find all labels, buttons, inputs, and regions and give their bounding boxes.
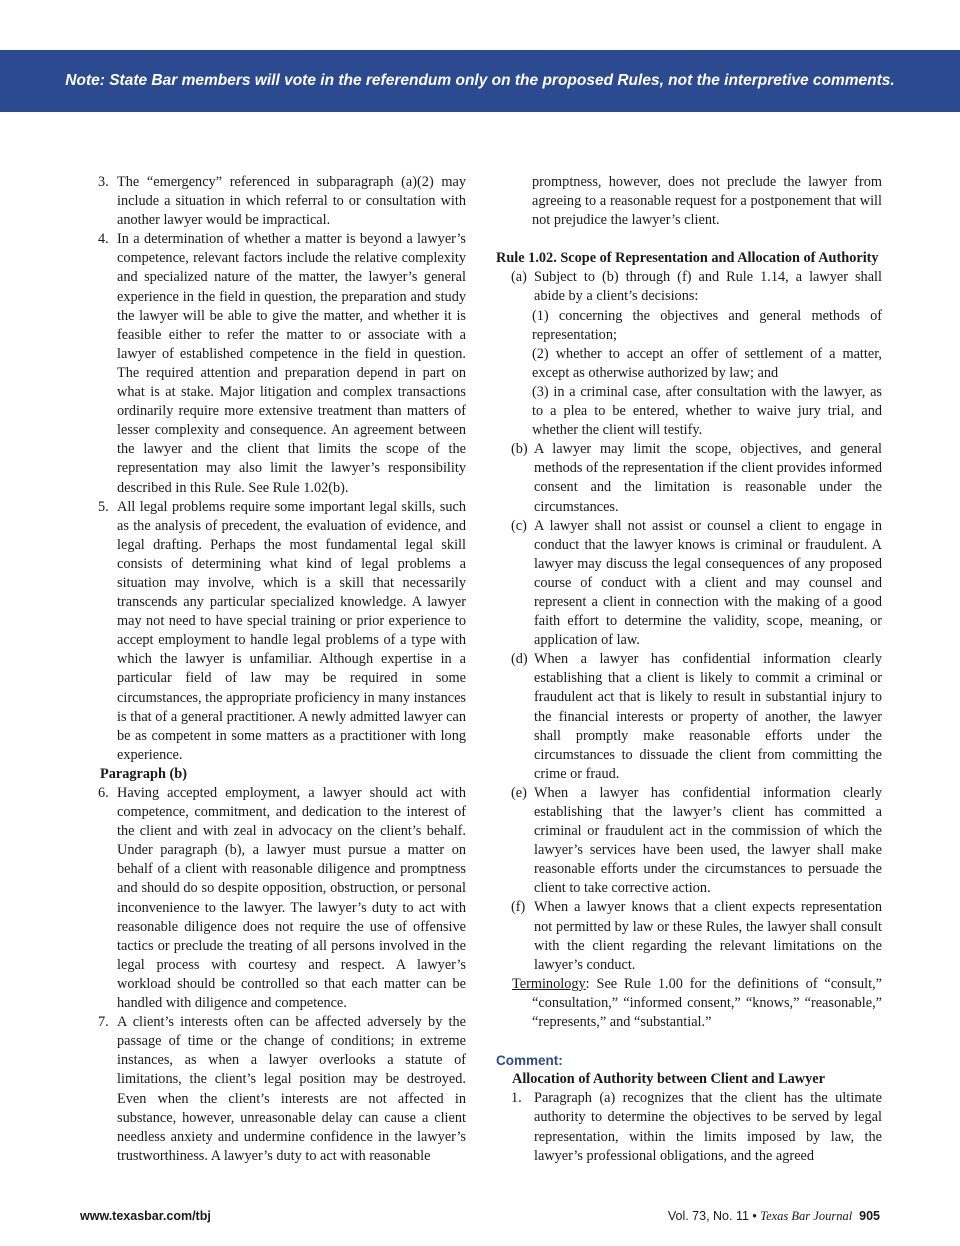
comment-item-7: 7. A client’s interests often can be affected adversely by the passage of time or the change of conditions; in extreme instances, as when a lawyer overlooks a statute of limitations, the client’s legal position may be destroyed. Even when the client’s interests are not affected in substance, however, unreasonable delay can cause a client needless anxiety and undermine confidence in the lawyer’s trustworthiness. A lawyer’s duty to act with reasonable xyxy=(98,1014,466,1164)
rule-clause-a2: (2) whether to accept an offer of settlement of a matter, except as otherwise authorized by law; and xyxy=(532,345,882,381)
rule-clause-a: (a) Subject to (b) through (f) and Rule 1.14, a lawyer shall abide by a client’s decisions: xyxy=(511,269,882,305)
paragraph-b-heading: Paragraph (b) xyxy=(100,765,187,782)
comment-heading: Allocation of Authority between Client and Lawyer xyxy=(512,1071,825,1088)
footer-url: www.texasbar.com/tbj xyxy=(80,1209,211,1223)
rule-clause-d: (d) When a lawyer has confidential information clearly establishing that a client is likely to commit a criminal or fraudulent act that is likely to result in substantial injury to the financial interests or property of another, the lawyer shall promptly make reasonable efforts under the circumstances to dissuade the client from committing the crime or fraud. xyxy=(511,651,882,782)
rule-clause-c: (c) A lawyer shall not assist or counsel a client to engage in conduct that the lawyer knows is criminal or fraudulent. A lawyer may discuss the legal consequences of any proposed course of conduct with a client and may counsel and represent a client in connection with the making of a good faith effort to determine the validity, scope, meaning, or application of law. xyxy=(511,517,882,649)
comment-item-5: 5. All legal problems require some important legal skills, such as the analysis of precedent, the evaluation of evidence, and legal drafting. Perhaps the most fundamental legal skill consists of determining what kind of legal problems a situation may involve, which is a skill that necessarily transcends any particular specialized knowledge. A lawyer may not need to have special training or prior experience to accept employment to handle legal problems of a type with which the lawyer is unfamiliar. Although expertise in a particular field of law may be required in some circumstances, the appropriate proficiency in many instances is that of a general practitioner. A newly admitted lawyer can be as competent in some matters as a practitioner with long experience. xyxy=(98,498,466,763)
terminology-label: Terminology xyxy=(512,975,586,992)
right-column xyxy=(496,173,882,1166)
continued-text: promptness, however, does not preclude the lawyer from agreeing to a reasonable request for a postponement that will not prejudice the lawyer’s client. xyxy=(532,174,882,229)
rule-clause-b: (b) A lawyer may limit the scope, objectives, and general methods of the representation if the client provides informed consent and the limitation is reasonable under the circumstances. xyxy=(511,441,882,515)
comment-item-6: 6. Having accepted employment, a lawyer should act with competence, commitment, and dedication to the interest of the client and with zeal in advocacy on the client’s behalf. Under paragraph (b), a lawyer must pursue a matter on behalf of a client with reasonable diligence and promptness and should do so despite opposition, obstruction, or personal inconvenience to the lawyer. The lawyer’s duty to act with reasonable diligence does not require the use of offensive tactics or preclude the treating of all persons involved in the legal process with courtesy and respect. A lawyer’s workload should be controlled so that each matter can be handled with diligence and competence. xyxy=(98,785,466,1012)
terminology-note: Terminology: See Rule 1.00 for the definitions of “consult,” “consultation,” “informed consent,” “knows,” “reasonable,” “represents,” and “substantial.” xyxy=(512,975,882,1031)
comment-right-item-1: 1. Paragraph (a) recognizes that the client has the ultimate authority to determine the objectives to be served by legal representation, within the limits imposed by law, the lawyer’s professional obligations, and the agreed xyxy=(511,1090,882,1164)
comment-item-4: 4. In a determination of whether a matter is beyond a lawyer’s competence, relevant factors include the relative complexity and specialized nature of the matter, the lawyer’s general experience in the field in question, the preparation and study the lawyer will be able to give the matter, and whether it is feasible either to refer the matter to or associate with a lawyer of established competence in the field in question. The required attention and preparation depend in part on what is at stake. Major litigation and complex transactions ordinarily require more extensive treatment than matters of lesser complexity and consequence. An agreement between the lawyer and the client that limits the scope of the representation may also limit the lawyer’s responsibility described in this Rule. See Rule 1.02(b). xyxy=(98,231,466,496)
referendum-note: Note: State Bar members will vote in the referendum only on the proposed Rules, not the interpretive comments. xyxy=(65,72,895,89)
rule-clause-e: (e) When a lawyer has confidential information clearly establishing that the lawyer’s client has committed a criminal or fraudulent act in the commission of which the lawyer’s services have been used, the lawyer shall make reasonable efforts under the circumstances to persuade the client to take corrective action. xyxy=(511,784,882,897)
footer-citation xyxy=(668,1209,880,1224)
rule-clause-a1: (1) concerning the objectives and general methods of representation; xyxy=(532,307,882,343)
rule-1-02-heading: Rule 1.02. Scope of Representation and Allocation of Authority xyxy=(496,250,879,267)
left-column xyxy=(100,173,466,1166)
comment-label: Comment: xyxy=(496,1053,563,1069)
comment-item-3: 3. The “emergency” referenced in subparagraph (a)(2) may include a situation in which referral to or consultation with another lawyer would be impractical. xyxy=(98,174,466,229)
footer-bullet: • xyxy=(752,1209,757,1223)
rule-clause-f: (f) When a lawyer knows that a client expects representation not permitted by law or these Rules, the lawyer shall consult with the client regarding the relevant limitations on the lawyer’s conduct. xyxy=(511,899,882,973)
footer-journal: Texas Bar Journal xyxy=(760,1209,853,1223)
footer-volume: Vol. 73, No. 11 xyxy=(667,1209,749,1223)
footer-page-number: 905 xyxy=(859,1209,880,1223)
referendum-note-banner xyxy=(0,50,960,112)
rule-clause-a3: (3) in a criminal case, after consultation with the lawyer, as to a plea to be entered, whether to waive jury trial, and whether the client will testify. xyxy=(532,383,882,439)
